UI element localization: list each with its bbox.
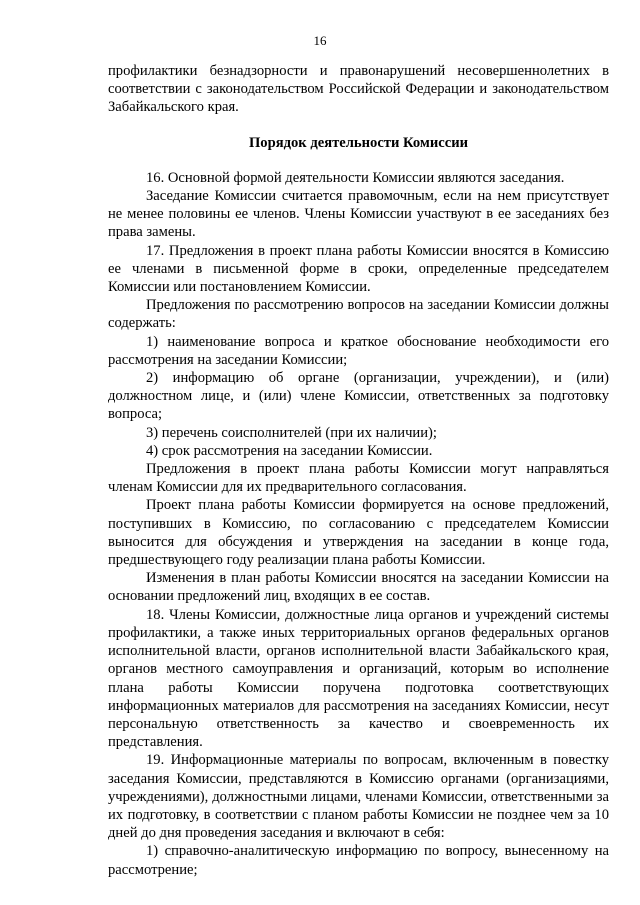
paragraph: Заседание Комиссии считается правомочным, если на нем присутствует не менее половины ее членов. Члены Комиссии участвуют в ее заседаниях без права замены. xyxy=(108,188,609,241)
paragraph: 16. Основной формой деятельности Комиссии являются заседания. xyxy=(146,169,565,186)
paragraph: Предложения в проект плана работы Комиссии могут направляться членам Комиссии для их предварительного согласования. xyxy=(108,461,609,496)
intro-paragraph: профилактики безнадзорности и правонарушений несовершеннолетних в соответствии с законодательством Российской Федерации и законодательством Забайкальского края. xyxy=(108,63,609,116)
document-body xyxy=(108,62,609,879)
list-item: 1) справочно-аналитическую информацию по вопросу, вынесенному на рассмотрение; xyxy=(108,843,609,878)
list-item: 1) наименование вопроса и краткое обоснование необходимости его рассмотрения на заседании Комиссии; xyxy=(108,333,609,368)
list-item: 4) срок рассмотрения на заседании Комиссии. xyxy=(146,442,433,459)
paragraph: 17. Предложения в проект плана работы Комиссии вносятся в Комиссию ее членами в письменной форме в сроки, определенные председателем Комиссии или постановлением Комиссии. xyxy=(108,242,609,296)
page-number: 16 xyxy=(313,33,327,48)
paragraph: Изменения в план работы Комиссии вносятся на заседании Комиссии на основании предложений лиц, входящих в ее состав. xyxy=(108,570,609,605)
list-item: 3) перечень соисполнителей (при их наличии); xyxy=(146,424,437,441)
section-title: Порядок деятельности Комиссии xyxy=(248,134,469,151)
paragraph: 19. Информационные материалы по вопросам, включенным в повестку заседания Комиссии, представляются в Комиссию органами (организациями, учреждениями), должностными лицами, членами Комиссии, ответственными за их подготовку, в соответствии с планом работы Комиссии не позднее чем за 10 дней до дня проведения заседания и включают в себя: xyxy=(108,752,609,842)
paragraph: Предложения по рассмотрению вопросов на заседании Комиссии должны содержать: xyxy=(108,297,609,332)
list-item: 2) информацию об органе (организации, учреждении), и (или) должностном лице, и (или) члене Комиссии, ответственных за подготовку вопроса; xyxy=(108,370,609,423)
paragraph: Проект плана работы Комиссии формируется на основе предложений, поступивших в Комиссию, по согласованию с председателем Комиссии выносится для обсуждения и утверждения на заседании в конце года, предшествующего году реализации плана работы Комиссии. xyxy=(108,497,609,569)
paragraph: 18. Члены Комиссии, должностные лица органов и учреждений системы профилактики, а также иных территориальных органов федеральных органов исполнительной власти, органов исполнительной власти Забайкальского края, органов местного самоуправления и организаций, которым во исполнение плана работы Комиссии поручена подготовка соответствующих информационных материалов для рассмотрения на заседаниях Комиссии, несут персональную ответственность за качество и своевременность их представления. xyxy=(108,606,609,751)
